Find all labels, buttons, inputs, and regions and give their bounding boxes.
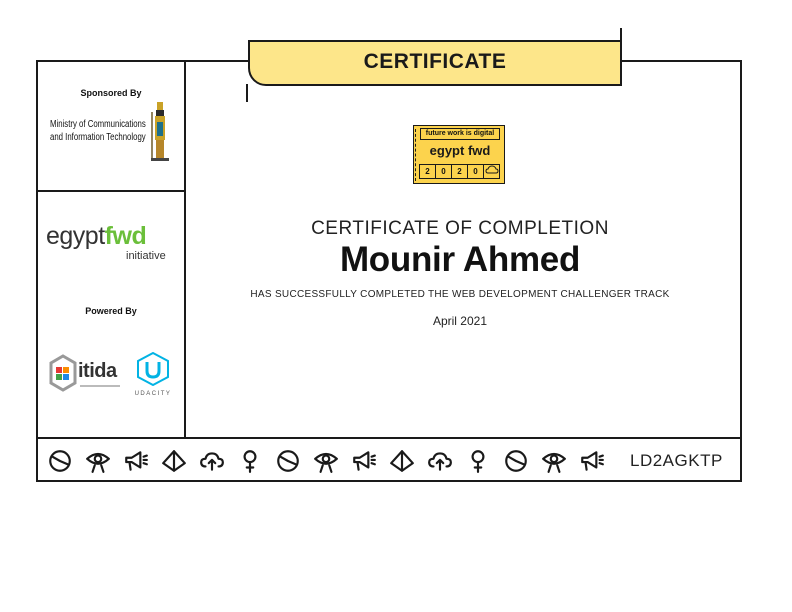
badge-year-digit: 2 — [419, 164, 436, 179]
chart-icon — [500, 448, 532, 474]
badge-year-row — [420, 164, 500, 179]
pyramid-icon — [386, 448, 418, 474]
logo-initiative: initiative — [126, 250, 166, 262]
cloud-upload-icon — [424, 448, 456, 474]
egypt-fwd-logo — [46, 222, 146, 251]
badge-year-digit: 2 — [451, 164, 468, 179]
completion-date: April 2021 — [432, 314, 488, 328]
divider-left-panel — [36, 190, 185, 192]
banner-title: CERTIFICATE — [363, 50, 507, 73]
logo-word-fwd: fwd — [104, 222, 147, 250]
badge-tagline: future work is digital — [420, 128, 500, 140]
sponsored-by-label: Sponsored By — [80, 88, 142, 98]
badge-perforation — [415, 129, 417, 181]
badge-year-digit: 0 — [435, 164, 452, 179]
badge-year-digit: 0 — [467, 164, 484, 179]
pharaoh-emblem-icon — [148, 100, 172, 162]
banner-tick — [246, 84, 248, 102]
certificate-code: LD2AGKTP — [630, 451, 723, 470]
chart-icon — [44, 448, 76, 474]
divider-footer — [36, 437, 742, 439]
certificate-heading: CERTIFICATE OF COMPLETION — [311, 218, 609, 239]
recipient-name: Mounir Ahmed — [339, 240, 581, 279]
logo-word-egypt: egypt — [46, 222, 105, 250]
cloud-icon — [485, 165, 499, 175]
badge-cloud-cell — [483, 164, 500, 179]
itida-logo-icon — [49, 354, 77, 392]
completion-description: HAS SUCCESSFULLY COMPLETED THE WEB DEVELOPMENT CHALLENGER TRACK — [250, 289, 670, 300]
ministry-line-2: and Information Technology — [50, 132, 146, 143]
pyramid-icon — [158, 448, 190, 474]
chart-icon — [272, 448, 304, 474]
udacity-wordmark: UDACITY — [134, 391, 172, 397]
megaphone-icon — [120, 448, 152, 474]
ministry-line-1: Ministry of Communications — [50, 119, 146, 130]
powered-by-label: Powered By — [85, 306, 137, 316]
megaphone-icon — [348, 448, 380, 474]
udacity-logo-icon — [136, 352, 170, 386]
megaphone-icon — [576, 448, 608, 474]
eye-icon — [538, 448, 570, 474]
eye-icon — [310, 448, 342, 474]
pin-icon — [234, 448, 266, 474]
eye-icon — [82, 448, 114, 474]
cloud-upload-icon — [196, 448, 228, 474]
ministry-logo-text — [50, 118, 146, 144]
pin-icon — [462, 448, 494, 474]
footer-icon-strip — [44, 447, 614, 475]
itida-tagline-line — [80, 385, 120, 387]
badge-name: egypt fwd — [429, 143, 491, 158]
itida-wordmark: itida — [78, 360, 117, 382]
